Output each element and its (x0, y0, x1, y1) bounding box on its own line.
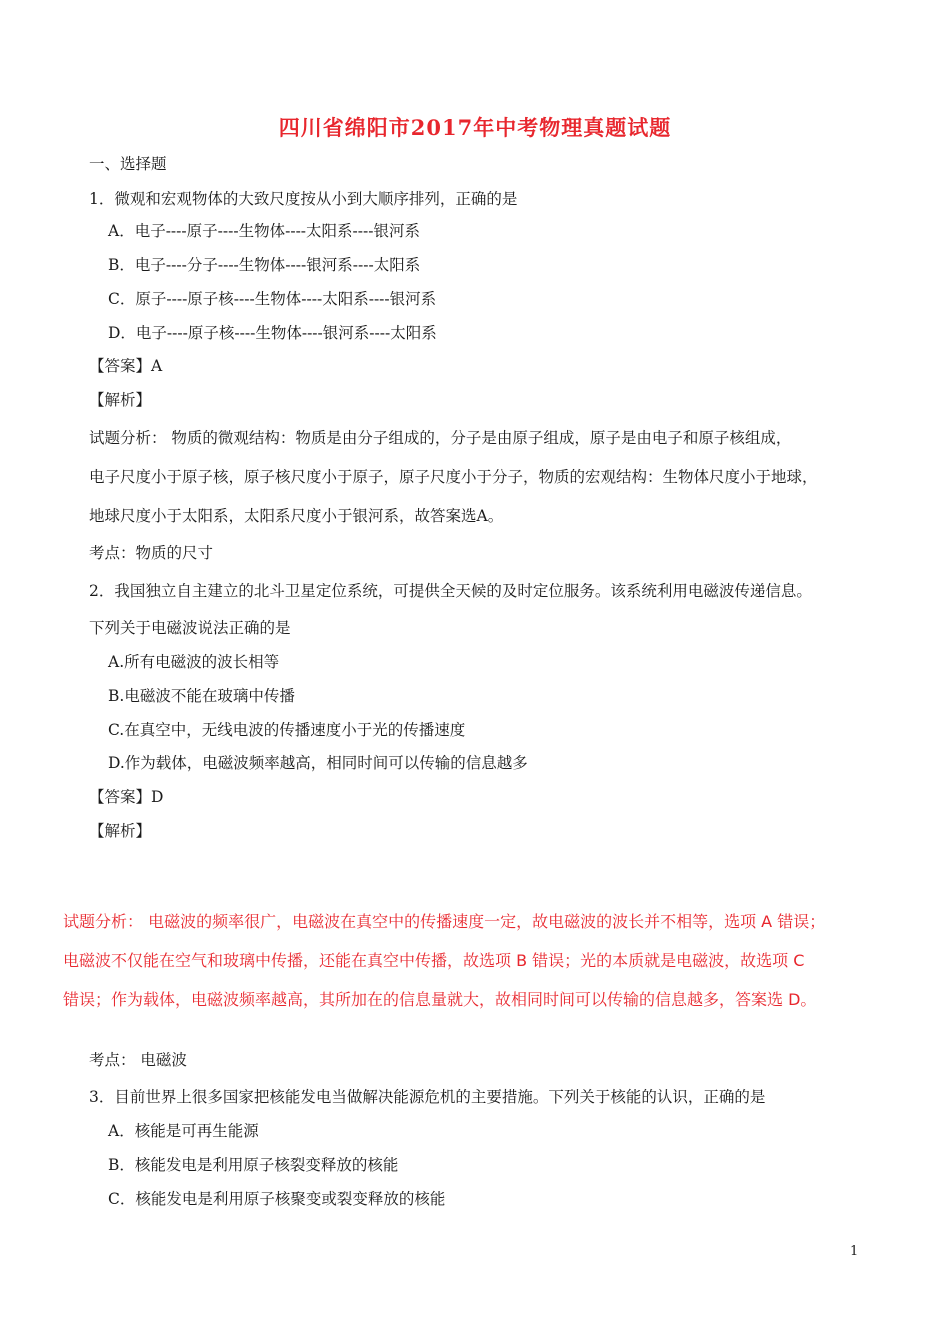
section-heading: 一、选择题 (89, 155, 167, 173)
q1-kaodian: 考点：物质的尺寸 (89, 544, 214, 562)
q2-question-line-2: 下列关于电磁波说法正确的是 (89, 619, 291, 637)
q1-answer: 【答案】A (89, 357, 163, 375)
q3-option-b: B．核能发电是利用原子核裂变释放的核能 (108, 1156, 399, 1174)
q2-kaodian: 考点： 电磁波 (89, 1051, 187, 1069)
q1-option-b: B．电子----分子----生物体----银河系----太阳系 (108, 256, 421, 274)
q2-analysis-label: 【解析】 (89, 822, 152, 840)
q1-analysis-line-3: 地球尺度小于太阳系，太阳系尺度小于银河系，故答案选A。 (89, 507, 504, 525)
q1-option-d: D．电子----原子核----生物体----银河系----太阳系 (108, 324, 437, 342)
q2-answer: 【答案】D (89, 788, 164, 806)
q2-analysis-line-1: 试题分析： 电磁波的频率很广，电磁波在真空中的传播速度一定，故电磁波的波长并不相等，选项 A 错误； (63, 912, 826, 931)
q3-option-a: A．核能是可再生能源 (108, 1122, 259, 1140)
q3-option-c: C．核能发电是利用原子核聚变或裂变释放的核能 (108, 1190, 446, 1208)
document-title: 四川省绵阳市2017年中考物理真题试题 (278, 115, 672, 140)
q2-analysis-line-3: 错误；作为载体，电磁波频率越高，其所加在的信息量就大，故相同时间可以传输的信息越多，答案选 D。 (63, 990, 817, 1009)
q1-option-a: A．电子----原子----生物体----太阳系----银河系 (108, 222, 420, 240)
q2-question-line-1: 2．我国独立自主建立的北斗卫星定位系统，可提供全天候的及时定位服务。该系统利用电磁波传递信息。 (89, 582, 812, 600)
q1-question: 1．微观和宏观物体的大致尺度按从小到大顺序排列，正确的是 (89, 190, 518, 208)
q2-option-b: B.电磁波不能在玻璃中传播 (108, 687, 295, 705)
q2-analysis-line-2: 电磁波不仅能在空气和玻璃中传播，还能在真空中传播，故选项 B 错误；光的本质就是电磁波，故选项 C (63, 951, 805, 970)
q1-analysis-line-1: 试题分析： 物质的微观结构：物质是由分子组成的，分子是由原子组成，原子是由电子和原子核组成， (89, 429, 792, 447)
page-number: 1 (850, 1244, 859, 1259)
q1-option-c: C．原子----原子核----生物体----太阳系----银河系 (108, 290, 437, 308)
q1-analysis-line-2: 电子尺度小于原子核，原子核尺度小于原子，原子尺度小于分子，物质的宏观结构：生物体尺度小于地球， (89, 468, 818, 486)
q2-option-a: A.所有电磁波的波长相等 (108, 653, 280, 671)
q1-analysis-label: 【解析】 (89, 391, 152, 409)
q2-option-d: D.作为载体，电磁波频率越高，相同时间可以传输的信息越多 (108, 754, 528, 772)
q3-question: 3．目前世界上很多国家把核能发电当做解决能源危机的主要措施。下列关于核能的认识，正确的是 (89, 1088, 766, 1106)
q2-option-c: C.在真空中，无线电波的传播速度小于光的传播速度 (108, 721, 466, 739)
